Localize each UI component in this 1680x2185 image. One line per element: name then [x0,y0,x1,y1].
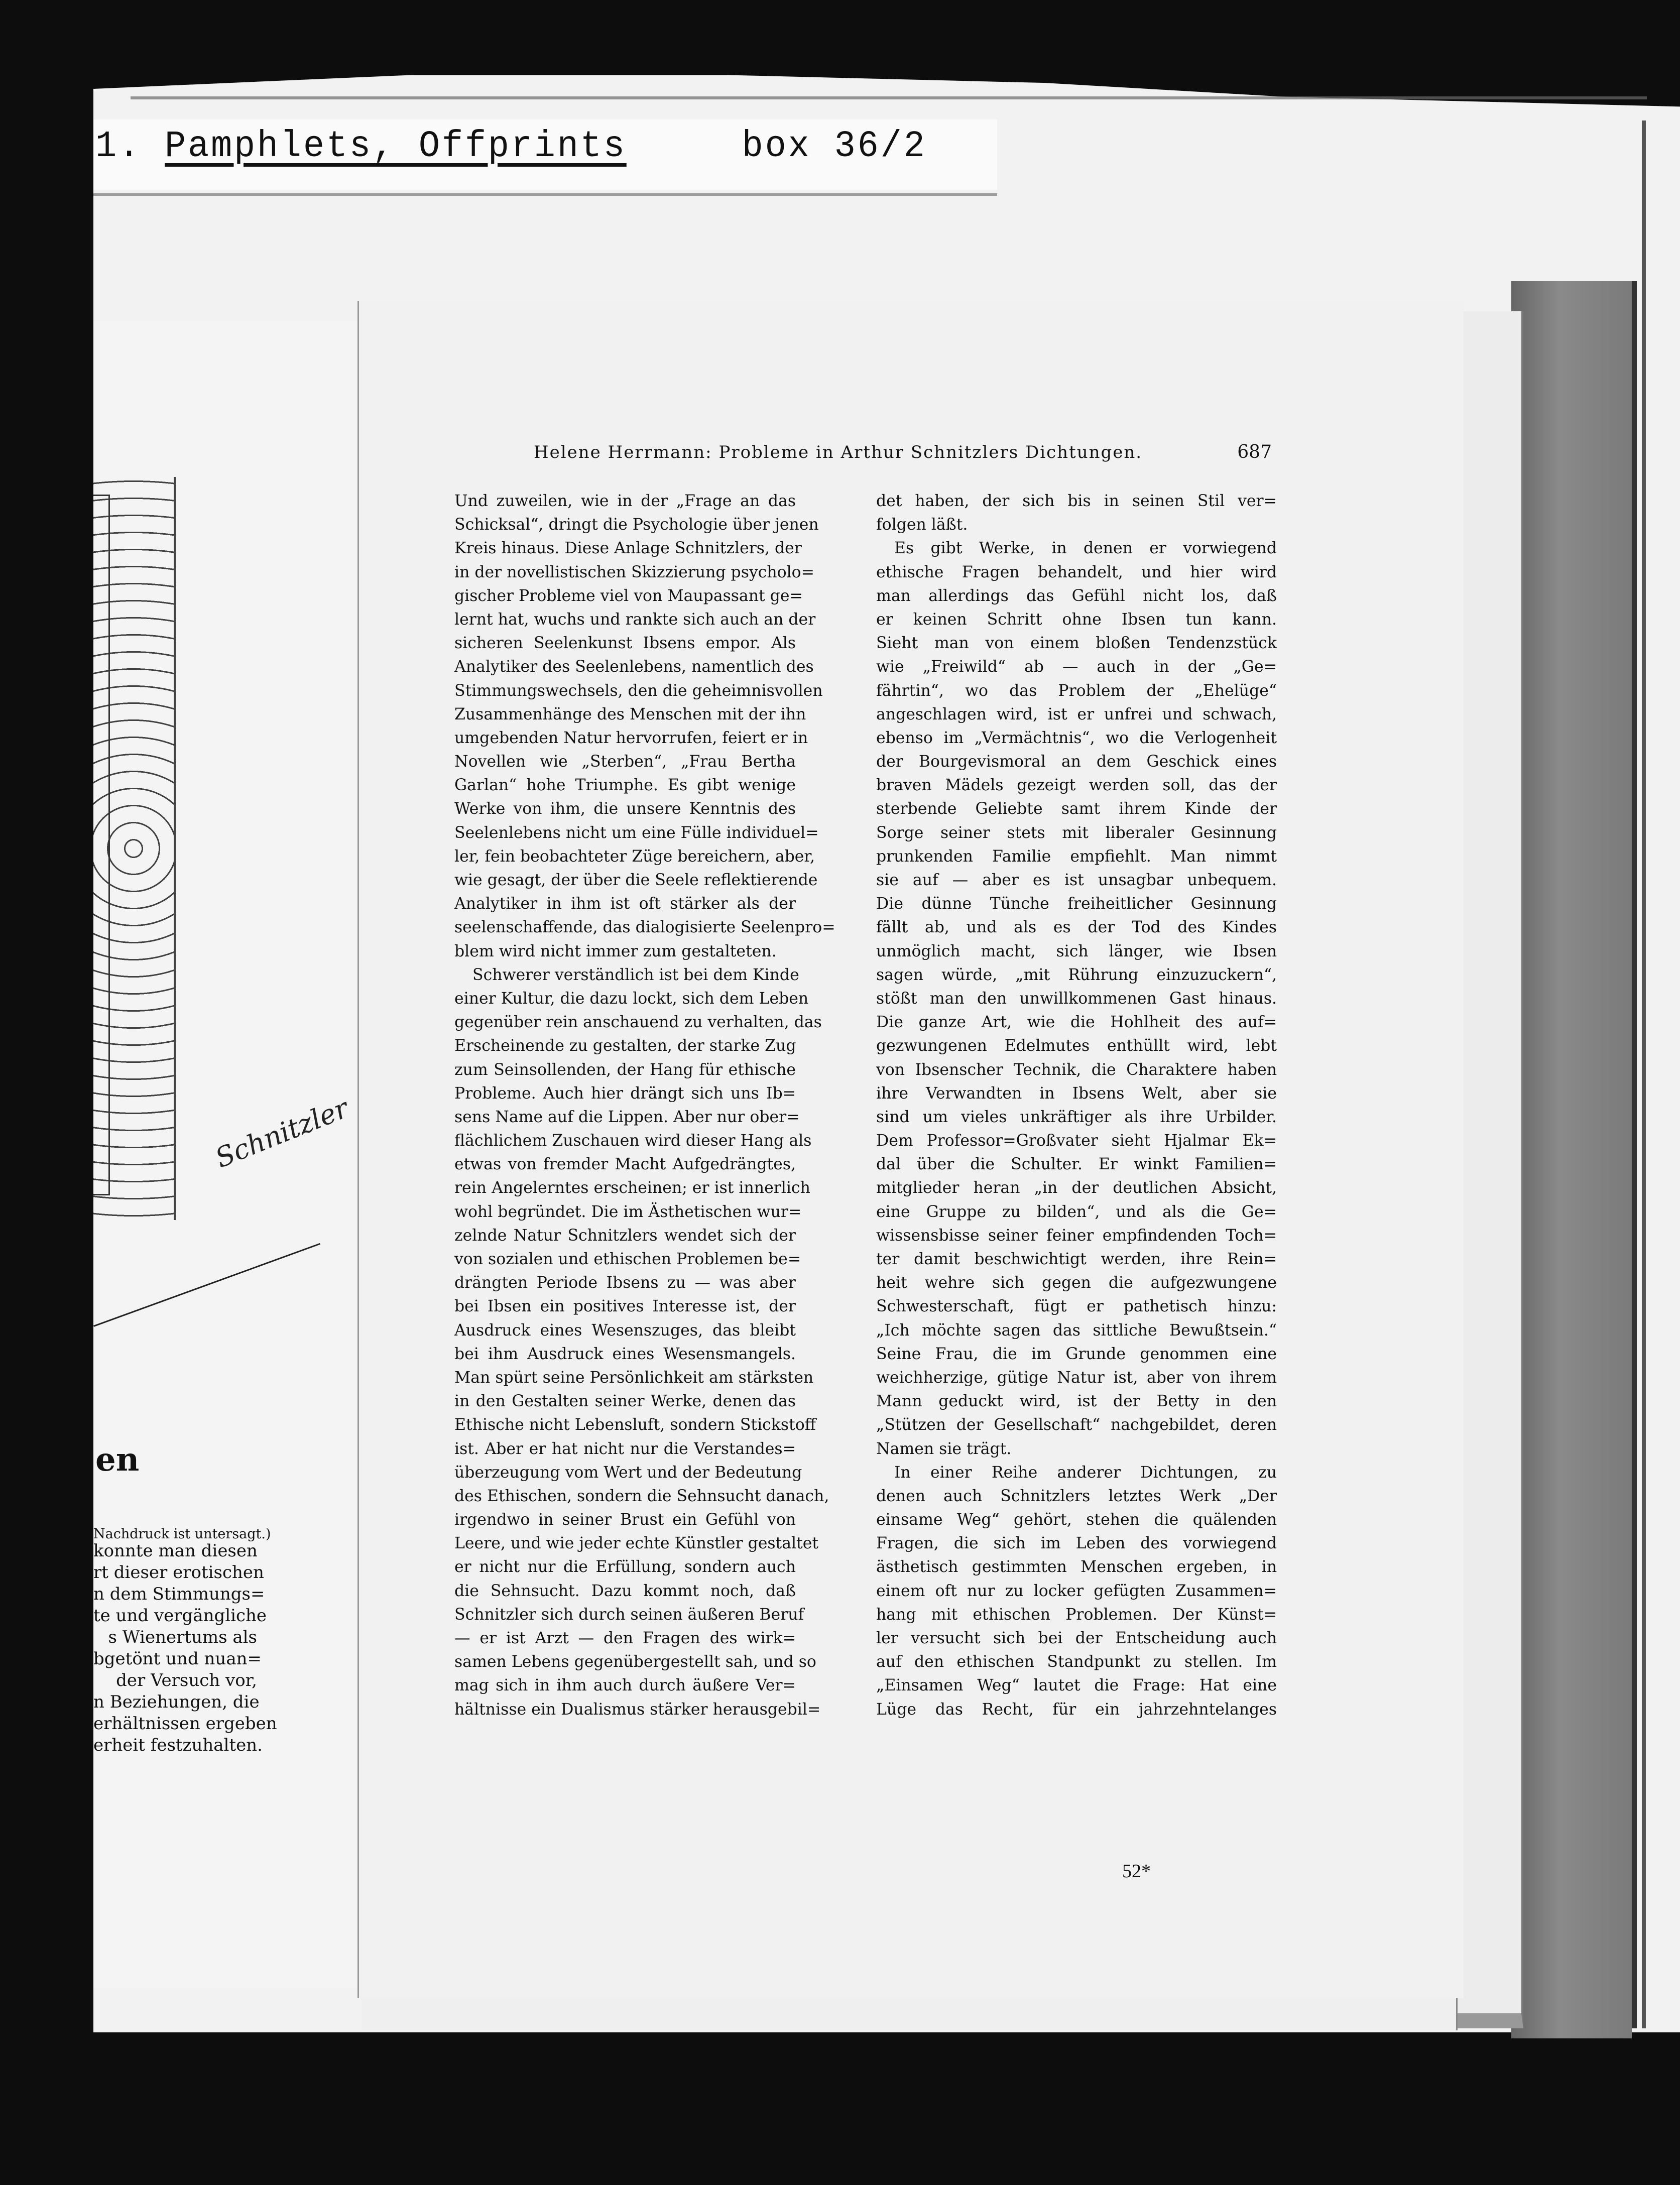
text-line: sagen würde, „mit Rührung einzuzuckern“, [876,965,1277,984]
label-number: 1. [95,126,142,168]
text-line: Man spürt seine Persönlichkeit am stärksten [454,1368,814,1387]
text-line: sterbende Geliebte samt ihrem Kinde der [876,800,1277,818]
text-line: sicheren Seelenkunst Ibsens empor. Als [454,634,796,653]
text-line: seelenschaffende, das dialogisierte Seelenpro= [454,918,835,937]
label-category: Pamphlets, Offprints [164,126,627,168]
text-line: Analytiker des Seelenlebens, namentlich des [454,658,814,676]
text-line: die Sehnsucht. Dazu kommt noch, daß [454,1582,796,1600]
text-line: prunkenden Familie empfiehlt. Man nimmt [876,847,1277,866]
text-line: sie auf — aber es ist unsagbar unbequem. [876,871,1277,889]
text-line: eine Gruppe zu bilden“, und als die Ge= [876,1202,1277,1221]
text-line: Schwesterschaft, fügt er pathetisch hinzu: [876,1297,1277,1316]
text-line: Und zuweilen, wie in der „Frage an das [454,492,796,510]
text-line: ethische Fragen behandelt, und hier wird [876,563,1277,581]
page-number: 687 [1237,442,1272,462]
text-line: Die dünne Tünche freiheitlicher Gesinnung [876,895,1277,913]
text-line: Namen sie trägt. [876,1439,1012,1458]
text-line: Dem Professor=Großvater sieht Hjalmar Ek= [876,1132,1277,1150]
text-line: Probleme. Auch hier drängt sich uns Ib= [454,1084,796,1103]
left-page-line: konnte man diesen [93,1541,258,1561]
text-line: von sozialen und ethischen Problemen be= [454,1250,801,1268]
label-divider-top [131,96,1647,99]
text-line: wie gesagt, der über die Seele reflektierende [454,871,818,889]
text-line: Stimmungswechsels, den die geheimnisvollen [454,681,823,700]
running-title: Helene Herrmann: Probleme in Arthur Schnitzlers Dichtungen. [534,442,1143,462]
text-line: mitglieder heran „in der deutlichen Absicht, [876,1179,1277,1197]
text-line: Es gibt Werke, in denen er vorwiegend [894,539,1277,558]
text-line: Garlan“ hohe Triumphe. Es gibt wenige [454,776,796,795]
text-line: unmöglich macht, sich länger, wie Ibsen [876,942,1277,960]
text-line: denen auch Schnitzlers letztes Werk „Der [876,1487,1277,1505]
text-line: stößt man den unwillkommenen Gast hinaus. [876,989,1277,1008]
text-line: braven Mädels gezeigt werden soll, das der [876,776,1277,795]
text-line: ist. Aber er hat nicht nur die Verstandes= [454,1439,796,1458]
folder-side-band [1511,281,1632,2038]
text-line: Schnitzler sich durch seinen äußeren Beruf [454,1605,804,1624]
text-line: auf den ethischen Standpunkt zu stellen. Im [876,1653,1277,1671]
folder-edge [1632,281,1637,2028]
text-line: hang mit ethischen Problemen. Der Künst= [876,1605,1277,1624]
text-line: sens Name auf die Lippen. Aber nur ober= [454,1108,800,1126]
left-page-text [93,1540,277,1756]
text-line: Schicksal“, dringt die Psychologie über jenen [454,516,819,534]
left-page-line: der Versuch vor, [116,1670,257,1690]
text-line: flächlichem Zuschauen wird dieser Hang als [454,1132,812,1150]
text-line: einem oft nur zu locker gefügten Zusammen= [876,1582,1277,1600]
text-line: in den Gestalten seiner Werke, denen das [454,1392,796,1411]
text-line: von Ibsenscher Technik, die Charaktere haben [876,1060,1277,1079]
text-line: ästhetisch gestimmten Menschen ergeben, in [876,1558,1277,1576]
text-line: zum Seinsollenden, der Hang für ethische [454,1060,796,1079]
text-line: hältnisse ein Dualismus stärker herausgebil= [454,1700,821,1719]
text-line: ihre Verwandten in Ibsens Welt, aber sie [876,1084,1277,1103]
text-line: etwas von fremder Macht Aufgedrängtes, [454,1155,796,1174]
text-line: zelnde Natur Schnitzlers wendet sich der [454,1226,796,1245]
text-line: umgebenden Natur hervorrufen, feiert er in [454,729,808,747]
text-line: Werke von ihm, die unsere Kenntnis des [454,800,796,818]
text-line: bei ihm Ausdruck eines Wesensmangels. [454,1345,796,1363]
left-page-line: n dem Stimmungs= [93,1584,265,1604]
text-line: ebenso im „Vermächtnis“, wo die Verlogenheit [876,729,1277,747]
text-line: folgen läßt. [876,516,968,534]
text-line: Schwerer verständlich ist bei dem Kinde [472,965,799,984]
left-page-line: erheit festzuhalten. [93,1735,263,1755]
text-line: wissensbisse seiner feiner empfindenden Toch= [876,1226,1277,1245]
text-line: Ausdruck eines Wesenszuges, das bleibt [454,1321,796,1340]
text-line: ler, fein beobachteter Züge bereichern, aber, [454,847,815,866]
text-line: Mann geduckt wird, ist der Betty in den [876,1392,1277,1411]
handwritten-signature: Schnitzler [211,1092,353,1174]
text-line: det haben, der sich bis in seinen Stil ver= [876,492,1277,510]
text-line: Seelenlebens nicht um eine Fülle individuel= [454,823,819,842]
text-line: man allerdings das Gefühl nicht los, daß [876,586,1277,605]
text-line: blem wird nicht immer zum gestalteten. [454,942,777,960]
text-line: Sorge seiner stets mit liberaler Gesinnung [876,823,1277,842]
text-line: gezwungenen Edelmutes enthüllt wird, lebt [876,1037,1277,1055]
text-line: ler versucht sich bei der Entscheidung auch [876,1629,1277,1647]
text-line: er keinen Schritt ohne Ibsen tun kann. [876,610,1277,629]
text-line: er nicht nur die Erfüllung, sondern auch [454,1558,796,1576]
label-box: box 36/2 [742,126,927,168]
text-line: heit wehre sich gegen die aufgezwungene [876,1274,1277,1292]
running-head [534,442,1272,462]
text-line: sind um vieles unkräftiger als ihre Urbilder. [876,1108,1277,1126]
folder-right-edge [1642,120,1646,2028]
text-line: Leere, und wie jeder echte Künstler gestaltet [454,1534,819,1553]
text-line: weichherzige, gütige Natur ist, aber von ihrem [876,1368,1277,1387]
text-line: irgendwo in seiner Brust ein Gefühl von [454,1511,796,1529]
text-line: Sieht man von einem bloßen Tendenzstück [876,634,1277,653]
text-line: fährtin“, wo das Problem der „Ehelüge“ [876,681,1277,700]
text-column-right [876,490,1277,1722]
text-column-left [454,490,835,1722]
text-line: bei Ibsen ein positives Interesse ist, der [454,1297,796,1316]
text-line: Ethische nicht Lebensluft, sondern Stickstoff [454,1416,816,1434]
text-line: In einer Reihe anderer Dichtungen, zu [894,1463,1277,1482]
left-page-line: te und vergängliche [93,1606,267,1626]
text-line: Zusammenhänge des Menschen mit der ihn [454,705,806,723]
label-divider-bottom [93,193,997,196]
text-line: mag sich in ihm auch durch äußere Ver= [454,1676,796,1695]
left-page-line: s Wienertums als [108,1627,257,1647]
text-line: rein Angelerntes erscheinen; er ist innerlich [454,1179,810,1197]
text-line: — er ist Arzt — den Fragen des wirk= [454,1629,796,1647]
ornament-inner-frame [93,495,110,1195]
left-page-line: rt dieser erotischen [93,1562,264,1583]
text-line: samen Lebens gegenübergestellt sah, und so [454,1653,816,1671]
text-line: Seine Frau, die im Grunde genommen eine [876,1345,1277,1363]
text-line: in der novellistischen Skizzierung psycholo= [454,563,815,581]
text-line: dal über die Schulter. Er winkt Familien= [876,1155,1277,1174]
text-line: Kreis hinaus. Diese Anlage Schnitzlers, der [454,539,802,558]
left-page-line: n Beziehungen, die [93,1692,260,1712]
text-line: wohl begründet. Die im Ästhetischen wur= [454,1202,802,1221]
text-line: „Einsamen Weg“ lautet die Frage: Hat eine [876,1676,1277,1695]
text-line: Fragen, die sich im Leben des vorwiegend [876,1534,1277,1553]
text-line: drängten Periode Ibsens zu — was aber [454,1274,796,1292]
text-line: Erscheinende zu gestalten, der starke Zug [454,1037,796,1055]
text-line: ter damit beschwichtigt werden, ihre Rein= [876,1250,1277,1268]
text-line: „Ich möchte sagen das sittliche Bewußtsein.“ [876,1321,1277,1340]
left-page-line: bgetönt und nuan= [93,1649,262,1669]
archive-label [95,126,927,168]
text-line: einer Kultur, die dazu lockt, sich dem Leben [454,989,809,1008]
text-line: Analytiker in ihm ist oft stärker als der [454,895,796,913]
text-line: überzeugung vom Wert und der Bedeutung [454,1463,802,1482]
reprint-notice: Nachdruck ist untersagt.) [93,1526,271,1542]
text-line: Lüge das Recht, für ein jahrzehntelanges [876,1700,1277,1719]
printer-signature-mark: 52* [1122,1861,1151,1882]
text-line: des Ethischen, sondern die Sehnsucht danach, [454,1487,829,1505]
text-line: wie „Freiwild“ ab — auch in der „Ge= [876,658,1277,676]
text-line: fällt ab, und als es der Tod des Kindes [876,918,1277,937]
text-line: angeschlagen wird, ist er unfrei und schwach, [876,705,1277,723]
text-line: einsame Weg“ gehört, stehen die quälenden [876,1511,1277,1529]
text-line: Novellen wie „Sterben“, „Frau Bertha [454,753,796,771]
left-page-line: erhältnissen ergeben [93,1714,277,1734]
text-line: gischer Probleme viel von Maupassant ge= [454,586,803,605]
text-line: der Bourgevismoral an dem Geschick eines [876,753,1277,771]
left-page-heading-fragment: en [95,1441,140,1479]
text-line: gegenüber rein anschauend zu verhalten, das [454,1013,822,1032]
text-line: „Stützen der Gesellschaft“ nachgebildet, deren [876,1416,1277,1434]
text-line: lernt hat, wuchs und rankte sich auch an der [454,610,816,629]
text-line: Die ganze Art, wie die Hohlheit des auf= [876,1013,1277,1032]
